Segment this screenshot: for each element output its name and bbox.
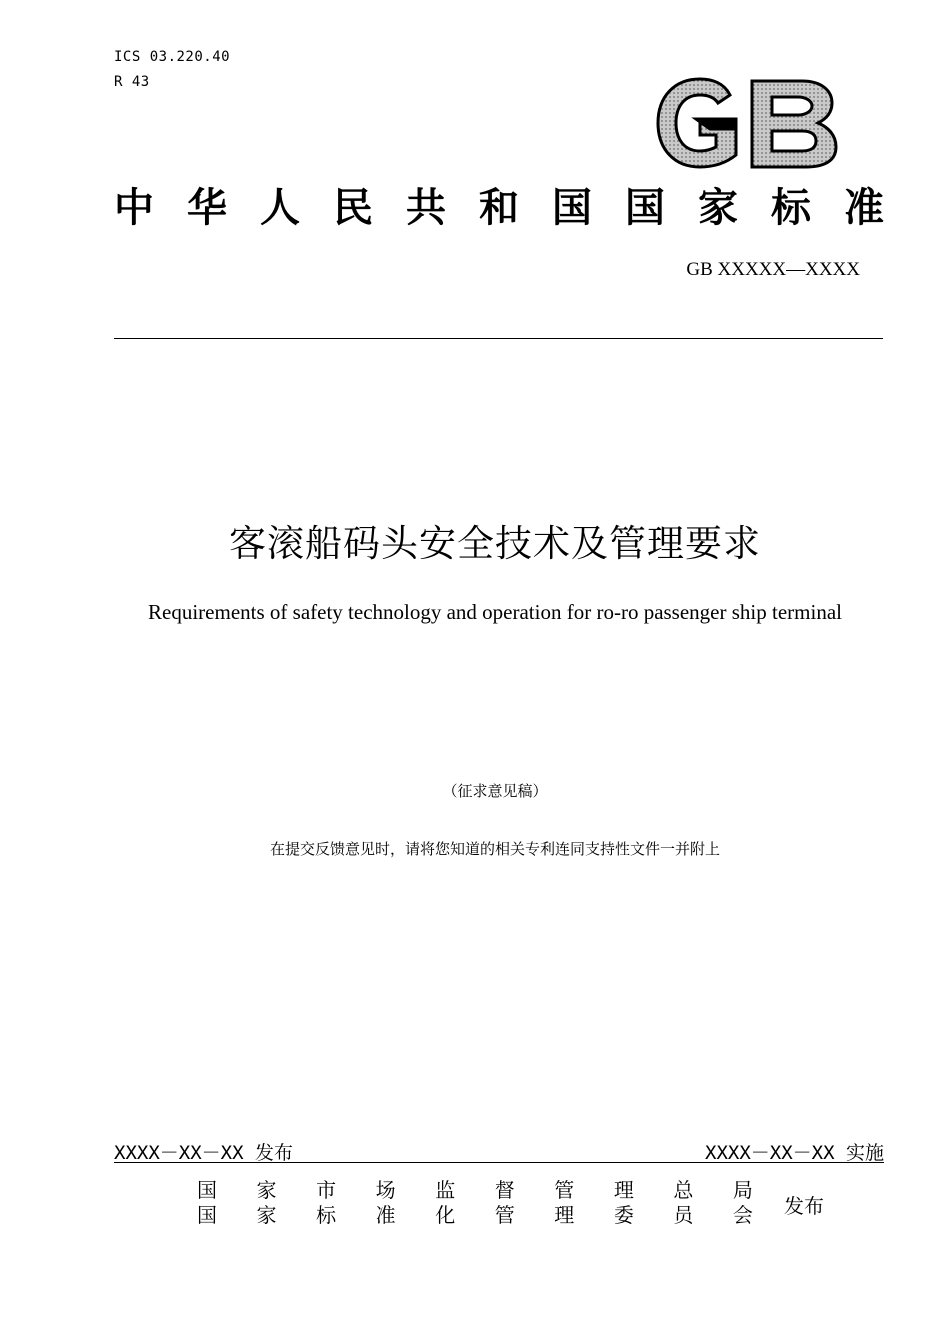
standard-title-char: 国 xyxy=(552,185,592,231)
classification-code: R 43 xyxy=(114,74,150,90)
standard-number: GB XXXXX—XXXX xyxy=(686,259,860,280)
issuer-line-2 xyxy=(195,1203,755,1227)
issuer-char: 监 xyxy=(435,1178,456,1202)
issuer-char: 场 xyxy=(375,1178,396,1202)
patent-note: 在提交反馈意见时，请将您知道的相关专利连同支持性文件一并附上 xyxy=(269,840,720,858)
issuer-char: 国 xyxy=(197,1178,217,1202)
implementation-date: XXXX－XX－XX 实施 xyxy=(705,1142,884,1164)
publish-label: 发布 xyxy=(784,1194,824,1218)
issuer-char: 家 xyxy=(256,1203,277,1227)
standard-title xyxy=(114,184,884,232)
issuer-char: 督 xyxy=(494,1178,515,1202)
document-title-english: Requirements of safety technology and operation for ro-ro passenger ship terminal xyxy=(148,600,842,624)
standard-title-char: 人 xyxy=(260,185,300,231)
issuer-line-1 xyxy=(195,1178,755,1202)
issuer-char: 国 xyxy=(197,1203,217,1227)
standard-title-char: 中 xyxy=(114,185,154,231)
bottom-divider xyxy=(114,1162,884,1163)
issuer-char: 管 xyxy=(554,1178,575,1202)
issuer-char: 标 xyxy=(316,1203,337,1227)
issuer-char: 理 xyxy=(613,1178,634,1202)
standard-title-char: 共 xyxy=(406,185,446,231)
issuer-char: 理 xyxy=(554,1203,575,1227)
issuer-char: 化 xyxy=(435,1203,456,1227)
document-title-chinese: 客滚船码头安全技术及管理要求 xyxy=(229,522,761,565)
standard-title-char: 和 xyxy=(479,185,519,231)
issuer-char: 委 xyxy=(613,1203,634,1227)
issuer-char: 家 xyxy=(256,1178,277,1202)
standard-title-char: 准 xyxy=(844,185,884,231)
issuer-char: 局 xyxy=(732,1178,753,1202)
issuer-char: 市 xyxy=(316,1178,337,1202)
ics-code: ICS 03.220.40 xyxy=(114,49,231,65)
issuer-char: 准 xyxy=(375,1203,396,1227)
standard-title-char: 华 xyxy=(187,185,227,231)
issuer-char: 总 xyxy=(673,1178,694,1202)
issuer-char: 员 xyxy=(673,1203,694,1227)
issue-date: XXXX－XX－XX 发布 xyxy=(114,1142,293,1164)
standard-title-char: 家 xyxy=(698,185,738,231)
standard-title-char: 国 xyxy=(625,185,665,231)
draft-label: （征求意见稿） xyxy=(442,782,548,800)
standard-title-char: 标 xyxy=(771,185,811,231)
issuer-char: 会 xyxy=(732,1203,753,1227)
gb-logo-icon xyxy=(652,75,840,171)
top-divider xyxy=(114,338,883,339)
standard-title-char: 民 xyxy=(333,185,373,231)
issuer-char: 管 xyxy=(494,1203,515,1227)
